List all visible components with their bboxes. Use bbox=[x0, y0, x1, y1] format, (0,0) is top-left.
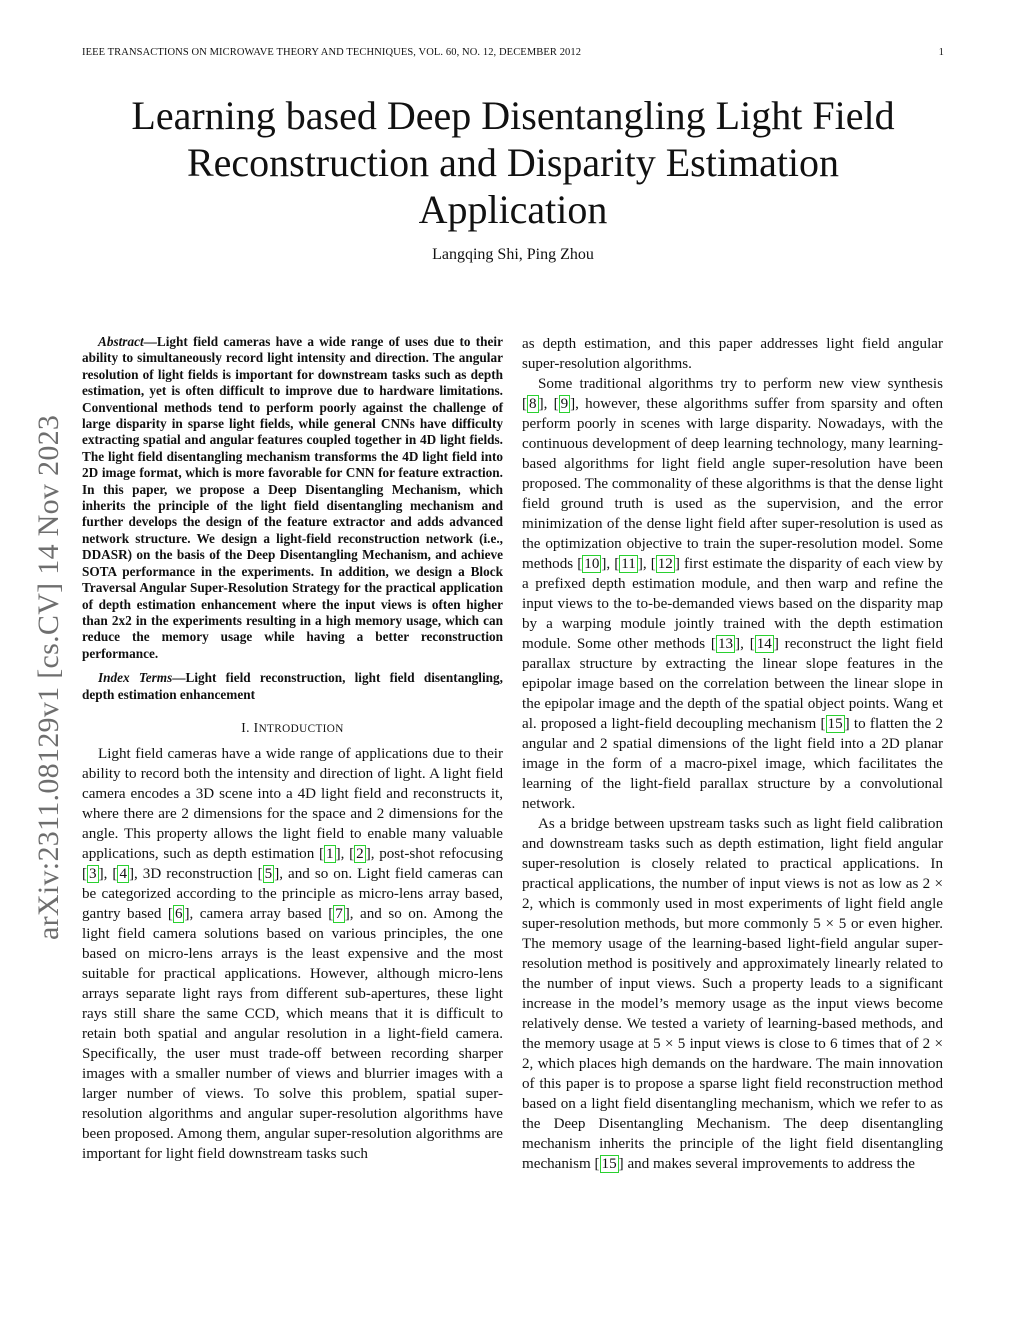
arxiv-stamp: arXiv:2311.08129v1 [cs.CV] 14 Nov 2023 bbox=[32, 414, 65, 940]
body-paragraph: as depth estimation, and this paper addresses light field angular super-resolution algorithms. bbox=[522, 336, 943, 372]
text-run: , bbox=[103, 865, 113, 882]
citation-link[interactable]: 14 bbox=[756, 636, 772, 652]
index-terms bbox=[82, 670, 503, 703]
title-line: Reconstruction and Disparity Estimation bbox=[186, 140, 840, 185]
citation-link[interactable]: 8 bbox=[529, 396, 537, 412]
citation-link[interactable]: 6 bbox=[174, 905, 183, 922]
right-column bbox=[522, 334, 943, 1174]
section-first-letter: I bbox=[253, 719, 259, 735]
citation-link[interactable]: 3 bbox=[89, 865, 97, 882]
citation-link[interactable]: 11 bbox=[621, 556, 636, 572]
text-run: Some traditional algorithms try to perform new view synthesis bbox=[538, 376, 943, 392]
citation-link[interactable]: 13 bbox=[717, 636, 734, 652]
text-run: and makes several improvements to address the bbox=[623, 1156, 915, 1172]
text-run: , however, these algorithms suffer from sparsity and often perform poorly in scenes with large disparity. Nowadays, with the continuous development of deep learning technology, many learning-based algorithms for light field angle super-resolution have been proposed. The commonality of these algorithms is that the dense light field ground truth is used as the supervision, and the error minimization of the dense light field after super-resolution is used as the optimization objective to train the super-resolution model. Some methods bbox=[522, 396, 944, 572]
intro-paragraph: Light field cameras have a wide range of applications due to their ability to record both the intensity and direction of light. A light field camera encodes a 3D scene into a 4D light field and reconstructs it, where there are 2 dimensions for the space and 2 dimensions for the angle. This property allows the light field to enable many valuable applications, such as depth estimation [ 1 ], [ 2 ], post-shot refocusing [ 3 ], [ 4 ], 3D reconstruction [ 5 ], and so on. Light field cameras can be categorized according to the principle as micro-lens array based, gantry based [ 6 ], camera array based [ 7 ], and so on. Among the light field camera solutions based on various principles, the one based on micro-lens arrays is the least expensive and the most suitable for practical applications. However, although micro-lens arrays separate light rays from different sub-apertures, these light rays still share the same CCD, which means that it is difficult to retain both spatial and angular resolution in a light-field camera. Specifically, the user must trade-off between recording sharper images with a smaller number of views and blurrier images with a larger number of views. To solve this problem, spatial super-resolution algorithms and angular super-resolution algorithms have been proposed. Among them, angular super-resolution algorithms are important for light field downstream tasks such bbox=[82, 745, 503, 1162]
section-title-rest: NTRODUCTION bbox=[258, 722, 344, 735]
text-run: , bbox=[740, 636, 750, 652]
title-line: Application bbox=[418, 187, 608, 232]
left-column bbox=[82, 334, 503, 1164]
index-terms-text: —Light field reconstruction, light field disentangling, depth estimation enhancement bbox=[82, 670, 503, 702]
index-terms-label: Index Terms bbox=[98, 670, 173, 686]
text-run: , bbox=[642, 556, 651, 572]
body-paragraph: As a bridge between upstream tasks such as light field calibration and downstream tasks such as depth estimation, light field angular super-resolution is closely related to practical applications. In practical applications, the number of input views is not as low as 2 × 2, which is commonly used in most experiments of light field angle super-resolution methods, but more commonly 5 × 5 or even higher. The memory usage of the learning-based light-field angular super-resolution method is positively and approximately linearly related to the number of input views. Such a property leads to a significant increase in the model’s memory usage as the input views become relatively dense. We tested a variety of learning-based methods, and the memory usage at 5 × 5 input views is close to 6 times that of 2 × 2, which places high demands on the hardware. The main innovation of this paper is to propose a sparse light field reconstruction method based on a light field disentangling mechanism, which we refer to as the Deep Disentangling Mechanism. The deep disentangling mechanism inherits the principle of the light field disentangling mechanism [ 15 ] and makes several improvements to address the bbox=[522, 816, 943, 1172]
text-run: Light field cameras have a wide range of applications due to their ability to record both the intensity and direction of light. A light field camera encodes a 3D scene into a 4D light field and reconstructs it, where there are 2 dimensions for the space and 2 dimensions for the angle. This property allows the light field to enable many valuable applications, such as depth estimation bbox=[82, 745, 503, 862]
text-run: to flatten the 2 angular and 2 spatial dimensions of the light field into a 2D planar image in the form of a macro-pixel image, which facilitates the learning of the light-field parallax structure by a convolutional network. bbox=[522, 716, 943, 812]
title-line: Learning based Deep Disentangling Light Field bbox=[131, 93, 895, 138]
page-number: 1 bbox=[938, 47, 944, 58]
citation-link[interactable]: 10 bbox=[584, 556, 600, 572]
text-run: , post-shot refocusing bbox=[370, 845, 503, 862]
citation-link[interactable]: 5 bbox=[264, 865, 273, 882]
text-run: first estimate the disparity of each view by a prefixed depth estimation module, and then warp and refine the input views to the to-be-demanded views based on the disparity map by a warping module jointly trained with the depth estimation module. Some other methods bbox=[522, 556, 944, 652]
citation-link[interactable]: 2 bbox=[356, 845, 364, 862]
citation-link[interactable]: 15 bbox=[827, 716, 843, 732]
text-run: , bbox=[543, 396, 554, 412]
text-run: , 3D reconstruction bbox=[134, 865, 258, 882]
text-run: , camera array based bbox=[189, 905, 329, 922]
author-list: Langqing Shi, Ping Zhou bbox=[432, 246, 594, 263]
citation-link[interactable]: 7 bbox=[335, 905, 343, 922]
section-heading-introduction bbox=[82, 720, 503, 736]
text-run: , bbox=[340, 845, 350, 862]
journal-header: IEEE TRANSACTIONS ON MICROWAVE THEORY AND TECHNIQUES, VOL. 60, NO. 12, DECEMBER 2012 bbox=[82, 47, 582, 58]
citation-link[interactable]: 12 bbox=[657, 556, 673, 572]
text-run: , and so on. Among the light field camera solutions based on various principles, the one based on micro-lens arrays is the least expensive and the most suitable for practical applications. However, although micro-lens arrays separate light rays from different sub-apertures, these light rays still share the same CCD, which means that it is difficult to retain both spatial and angular resolution in a light-field camera. Specifically, the user must trade-off between recording sharper images with a smaller number of views and blurrier images with a larger number of views. To solve this problem, spatial super-resolution algorithms and angular super-resolution algorithms have been proposed. Among them, angular super-resolution algorithms are important for light field downstream tasks such bbox=[82, 905, 503, 1162]
citation-link[interactable]: 15 bbox=[601, 1156, 617, 1172]
body-paragraph: Some traditional algorithms try to perform new view synthesis [ 8 ], [ 9 ], however, these algorithms suffer from sparsity and often perform poorly in scenes with large disparity. Nowadays, with the continuous development of deep learning technology, many learning-based algorithms for light field angle super-resolution have been proposed. The commonality of these algorithms is that the dense light field ground truth is used as the supervision, and the error minimization of the dense light field after super-resolution is used as the optimization objective to train the super-resolution model. Some methods [ 10 ], [ 11 ], [ 12 ] first estimate the disparity of each view by a prefixed depth estimation module, and then warp and refine the input views to the to-be-demanded views based on the disparity map by a warping module jointly trained with the depth estimation module. Some other methods [ 13 ], [ 14 ] reconstruct the light field parallax structure by extracting the linear slope features in the epipolar image based on the correlation between the linear slope in the epipolar image and the depth of the spatial object points. Wang et al. proposed a light-field decoupling mechanism [ 15 ] to flatten the 2 angular and 2 spatial dimensions of the light field into a 2D planar image in the form of a macro-pixel image, which facilitates the learning of the light-field parallax structure by a convolutional network. bbox=[522, 376, 944, 812]
text-run: reconstruct the light field parallax structure by extracting the linear slope features in the epipolar image based on the correlation between the linear slope in the epipolar image and the depth of the spatial object points. Wang et al. proposed a light-field decoupling mechanism bbox=[522, 636, 943, 732]
citation-link[interactable]: 4 bbox=[119, 865, 127, 882]
paper-title bbox=[82, 92, 944, 233]
section-numeral: I. bbox=[241, 719, 254, 735]
text-run: , and so on. Light field cameras can be categorized according to the principle as micro-lens array based, gantry based bbox=[82, 865, 503, 922]
abstract-label: Abstract bbox=[98, 334, 144, 349]
citation-link[interactable]: 1 bbox=[326, 845, 334, 862]
abstract-text: —Light field cameras have a wide range of uses due to their ability to simultaneously record light intensity and direction. The angular resolution of light fields is important for downstream tasks such as depth estimation, yet is often difficult to improve due to hardware limitations. Conventional methods tend to perform poorly against the challenge of large disparity in sparse light fields, while general CNNs have difficulty extracting spatial and angular features coupled together in 4D light fields. The light field disentangling mechanism transforms the 4D light field into 2D image format, which is more favorable for CNN for feature extraction. In this paper, we propose a Deep Disentangling Mechanism, which inherits the principle of the light field disentangling mechanism and further develops the design of the feature extractor and adds advanced network structure. We design a light-field reconstruction network (i.e., DDASR) on the basis of the Deep Disentangling Mechanism, and achieve SOTA performance in the experiments. In addition, we design a Block Traversal Angular Super-Resolution Strategy for the practical application of depth estimation enhancement where the input views is often higher than 2x2 in the experiments resulting in a high memory usage, which can reduce the memory usage while having a better reconstruction performance. bbox=[82, 334, 503, 661]
running-header bbox=[82, 47, 944, 65]
text-run: , bbox=[606, 556, 615, 572]
abstract bbox=[82, 334, 503, 662]
citation-link[interactable]: 9 bbox=[560, 396, 569, 412]
text-run: As a bridge between upstream tasks such as light field calibration and downstream tasks such as depth estimation, light field angular super-resolution is closely related to practical applications. In practical applications, the number of input views is not as low as 2 × 2, which is commonly used in most experiments of light field angle super-resolution methods, but more commonly 5 × 5 or even higher. The memory usage of the learning-based light-field angular super-resolution method is positively and approximately linearly related to the number of input views. Such a property leads to a significant increase in the model’s memory usage as the input views become relatively dense. We tested a variety of learning-based methods, and the memory usage at 5 × 5 input views is close to 6 times that of 2 × 2, which places high demands on the hardware. The main innovation of this paper is to propose a sparse light field reconstruction method based on a light field disentangling mechanism, which we refer to as the Deep Disentangling Mechanism. The deep disentangling mechanism inherits the principle of the light field disentangling mechanism bbox=[522, 816, 943, 1172]
